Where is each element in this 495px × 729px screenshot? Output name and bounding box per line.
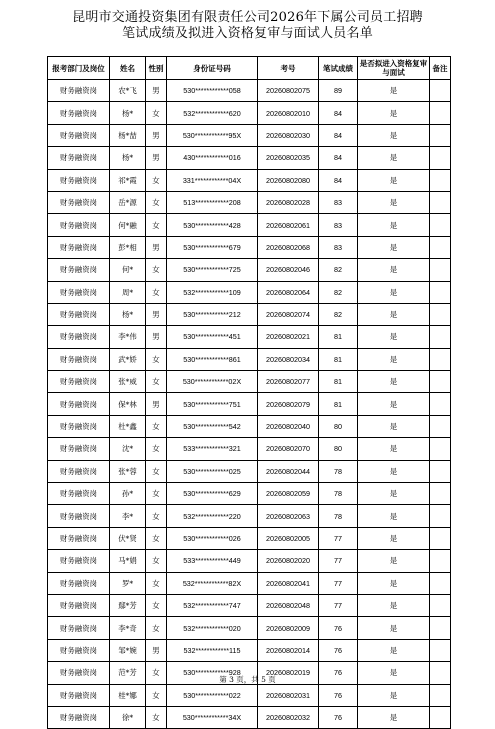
cell-exam-number: 20260802031	[258, 684, 319, 706]
table-row	[48, 102, 451, 124]
cell-gender: 女	[146, 550, 167, 572]
cell-department: 财务融资岗	[48, 460, 110, 482]
table-row	[48, 550, 451, 572]
cell-id-number: 530************026	[167, 527, 258, 549]
cell-department: 财务融资岗	[48, 102, 110, 124]
cell-score: 77	[319, 594, 358, 616]
cell-remarks	[430, 214, 451, 236]
cell-exam-number: 20260802064	[258, 281, 319, 303]
cell-qualified: 是	[358, 527, 430, 549]
cell-name: 范*芳	[110, 662, 146, 684]
cell-gender: 女	[146, 684, 167, 706]
cell-score: 82	[319, 259, 358, 281]
cell-remarks	[430, 80, 451, 102]
header-exam-number: 考号	[258, 57, 319, 80]
table-row	[48, 236, 451, 258]
cell-id-number: 532************020	[167, 617, 258, 639]
cell-score: 84	[319, 169, 358, 191]
cell-name: 岳*源	[110, 191, 146, 213]
cell-score: 84	[319, 102, 358, 124]
cell-score: 82	[319, 303, 358, 325]
cell-name: 邹*婉	[110, 639, 146, 661]
cell-qualified: 是	[358, 639, 430, 661]
cell-score: 77	[319, 572, 358, 594]
cell-exam-number: 20260802075	[258, 80, 319, 102]
header-department: 报考部门及岗位	[48, 57, 110, 80]
table-body	[48, 80, 451, 729]
cell-exam-number: 20260802028	[258, 191, 319, 213]
cell-score: 76	[319, 639, 358, 661]
cell-department: 财务融资岗	[48, 415, 110, 437]
cell-score: 83	[319, 214, 358, 236]
cell-qualified: 是	[358, 236, 430, 258]
cell-name: 罗*	[110, 572, 146, 594]
cell-id-number: 530************725	[167, 259, 258, 281]
header-remarks: 备注	[430, 57, 451, 80]
cell-gender: 男	[146, 147, 167, 169]
cell-remarks	[430, 438, 451, 460]
cell-gender: 男	[146, 326, 167, 348]
cell-remarks	[430, 639, 451, 661]
cell-gender: 女	[146, 191, 167, 213]
cell-qualified: 是	[358, 505, 430, 527]
cell-exam-number: 20260802046	[258, 259, 319, 281]
cell-remarks	[430, 527, 451, 549]
cell-id-number: 530************025	[167, 460, 258, 482]
cell-gender: 女	[146, 706, 167, 728]
cell-name: 保*林	[110, 393, 146, 415]
cell-gender: 男	[146, 236, 167, 258]
table-row	[48, 684, 451, 706]
cell-exam-number: 20260802059	[258, 483, 319, 505]
cell-id-number: 331************04X	[167, 169, 258, 191]
cell-qualified: 是	[358, 80, 430, 102]
cell-qualified: 是	[358, 706, 430, 728]
cell-qualified: 是	[358, 393, 430, 415]
cell-id-number: 530************02X	[167, 371, 258, 393]
cell-score: 81	[319, 326, 358, 348]
cell-score: 78	[319, 505, 358, 527]
cell-name: 周*	[110, 281, 146, 303]
cell-score: 82	[319, 281, 358, 303]
header-gender: 性别	[146, 57, 167, 80]
table-row	[48, 147, 451, 169]
cell-name: 张*威	[110, 371, 146, 393]
cell-remarks	[430, 303, 451, 325]
cell-name: 杨*	[110, 102, 146, 124]
cell-department: 财务融资岗	[48, 80, 110, 102]
table-row	[48, 259, 451, 281]
cell-score: 81	[319, 393, 358, 415]
cell-department: 财务融资岗	[48, 438, 110, 460]
cell-qualified: 是	[358, 415, 430, 437]
cell-score: 78	[319, 483, 358, 505]
cell-name: 农*飞	[110, 80, 146, 102]
cell-score: 83	[319, 236, 358, 258]
cell-name: 孙*	[110, 483, 146, 505]
cell-name: 李*	[110, 505, 146, 527]
cell-remarks	[430, 281, 451, 303]
table-row	[48, 214, 451, 236]
table-row	[48, 393, 451, 415]
cell-id-number: 532************115	[167, 639, 258, 661]
table-row	[48, 572, 451, 594]
header-score: 笔试成绩	[319, 57, 358, 80]
cell-gender: 女	[146, 371, 167, 393]
cell-exam-number: 20260802044	[258, 460, 319, 482]
table-row	[48, 191, 451, 213]
cell-gender: 女	[146, 572, 167, 594]
cell-id-number: 530************928	[167, 662, 258, 684]
cell-score: 89	[319, 80, 358, 102]
cell-gender: 女	[146, 281, 167, 303]
cell-gender: 女	[146, 594, 167, 616]
cell-department: 财务融资岗	[48, 281, 110, 303]
cell-name: 武*娇	[110, 348, 146, 370]
cell-department: 财务融资岗	[48, 572, 110, 594]
cell-id-number: 530************629	[167, 483, 258, 505]
cell-exam-number: 20260802019	[258, 662, 319, 684]
cell-exam-number: 20260802010	[258, 102, 319, 124]
cell-name: 徐*	[110, 706, 146, 728]
cell-department: 财务融资岗	[48, 214, 110, 236]
cell-name: 祁*霞	[110, 169, 146, 191]
cell-score: 84	[319, 124, 358, 146]
cell-exam-number: 20260802035	[258, 147, 319, 169]
cell-department: 财务融资岗	[48, 259, 110, 281]
cell-department: 财务融资岗	[48, 124, 110, 146]
cell-exam-number: 20260802014	[258, 639, 319, 661]
cell-department: 财务融资岗	[48, 706, 110, 728]
cell-remarks	[430, 594, 451, 616]
cell-id-number: 530************95X	[167, 124, 258, 146]
cell-gender: 男	[146, 80, 167, 102]
cell-id-number: 533************449	[167, 550, 258, 572]
cell-name: 杜*鑫	[110, 415, 146, 437]
cell-department: 财务融资岗	[48, 505, 110, 527]
cell-remarks	[430, 572, 451, 594]
cell-gender: 男	[146, 393, 167, 415]
header-qualified: 是否拟进入资格复审与面试	[358, 57, 430, 80]
cell-gender: 女	[146, 102, 167, 124]
cell-name: 伏*贤	[110, 527, 146, 549]
cell-department: 财务融资岗	[48, 371, 110, 393]
cell-score: 81	[319, 348, 358, 370]
cell-id-number: 530************428	[167, 214, 258, 236]
cell-exam-number: 20260802068	[258, 236, 319, 258]
cell-gender: 女	[146, 259, 167, 281]
cell-qualified: 是	[358, 326, 430, 348]
cell-score: 84	[319, 147, 358, 169]
cell-qualified: 是	[358, 684, 430, 706]
cell-qualified: 是	[358, 348, 430, 370]
cell-exam-number: 20260802021	[258, 326, 319, 348]
cell-id-number: 532************620	[167, 102, 258, 124]
cell-remarks	[430, 505, 451, 527]
cell-exam-number: 20260802005	[258, 527, 319, 549]
cell-remarks	[430, 236, 451, 258]
cell-qualified: 是	[358, 169, 430, 191]
table-row	[48, 371, 451, 393]
cell-exam-number: 20260802079	[258, 393, 319, 415]
cell-department: 财务融资岗	[48, 617, 110, 639]
table-row	[48, 527, 451, 549]
cell-name: 李*奇	[110, 617, 146, 639]
cell-name: 马*娟	[110, 550, 146, 572]
cell-department: 财务融资岗	[48, 236, 110, 258]
cell-qualified: 是	[358, 438, 430, 460]
cell-exam-number: 20260802009	[258, 617, 319, 639]
cell-exam-number: 20260802030	[258, 124, 319, 146]
cell-score: 83	[319, 191, 358, 213]
document-title-line1: 昆明市交通投资集团有限责任公司2026年下属公司员工招聘	[72, 10, 423, 25]
cell-qualified: 是	[358, 617, 430, 639]
cell-gender: 男	[146, 639, 167, 661]
cell-qualified: 是	[358, 572, 430, 594]
cell-gender: 女	[146, 169, 167, 191]
cell-department: 财务融资岗	[48, 169, 110, 191]
cell-department: 财务融资岗	[48, 483, 110, 505]
cell-gender: 女	[146, 348, 167, 370]
cell-score: 80	[319, 415, 358, 437]
cell-gender: 女	[146, 617, 167, 639]
cell-id-number: 530************751	[167, 393, 258, 415]
cell-gender: 男	[146, 124, 167, 146]
cell-name: 杨*	[110, 303, 146, 325]
cell-gender: 女	[146, 460, 167, 482]
cell-exam-number: 20260802040	[258, 415, 319, 437]
cell-qualified: 是	[358, 483, 430, 505]
cell-department: 财务融资岗	[48, 303, 110, 325]
cell-remarks	[430, 191, 451, 213]
table-row	[48, 281, 451, 303]
cell-score: 80	[319, 438, 358, 460]
table-row	[48, 617, 451, 639]
cell-exam-number: 20260802074	[258, 303, 319, 325]
cell-score: 76	[319, 617, 358, 639]
cell-id-number: 532************220	[167, 505, 258, 527]
cell-department: 财务融资岗	[48, 147, 110, 169]
cell-exam-number: 20260802041	[258, 572, 319, 594]
table-row	[48, 326, 451, 348]
cell-score: 77	[319, 550, 358, 572]
cell-id-number: 532************82X	[167, 572, 258, 594]
cell-department: 财务融资岗	[48, 348, 110, 370]
page-footer: 第 3 页，共 5 页	[219, 675, 276, 684]
cell-remarks	[430, 371, 451, 393]
cell-qualified: 是	[358, 281, 430, 303]
cell-id-number: 530************34X	[167, 706, 258, 728]
cell-gender: 女	[146, 214, 167, 236]
table-row	[48, 124, 451, 146]
cell-department: 财务融资岗	[48, 527, 110, 549]
cell-remarks	[430, 147, 451, 169]
cell-department: 财务融资岗	[48, 639, 110, 661]
cell-remarks	[430, 169, 451, 191]
table-row	[48, 438, 451, 460]
table-row	[48, 169, 451, 191]
cell-id-number: 533************321	[167, 438, 258, 460]
cell-gender: 女	[146, 438, 167, 460]
cell-exam-number: 20260802034	[258, 348, 319, 370]
header-id-number: 身份证号码	[167, 57, 258, 80]
cell-remarks	[430, 460, 451, 482]
cell-score: 81	[319, 371, 358, 393]
cell-department: 财务融资岗	[48, 326, 110, 348]
cell-qualified: 是	[358, 662, 430, 684]
cell-department: 财务融资岗	[48, 662, 110, 684]
cell-qualified: 是	[358, 214, 430, 236]
cell-name: 杨*	[110, 147, 146, 169]
cell-name: 何*	[110, 259, 146, 281]
cell-name: 杨*喆	[110, 124, 146, 146]
table-row	[48, 80, 451, 102]
cell-remarks	[430, 348, 451, 370]
cell-exam-number: 20260802061	[258, 214, 319, 236]
cell-qualified: 是	[358, 147, 430, 169]
cell-qualified: 是	[358, 594, 430, 616]
cell-remarks	[430, 684, 451, 706]
header-name: 姓名	[110, 57, 146, 80]
cell-remarks	[430, 617, 451, 639]
cell-remarks	[430, 124, 451, 146]
cell-qualified: 是	[358, 191, 430, 213]
cell-name: 沈*	[110, 438, 146, 460]
cell-gender: 女	[146, 527, 167, 549]
cell-qualified: 是	[358, 550, 430, 572]
cell-score: 78	[319, 460, 358, 482]
cell-qualified: 是	[358, 460, 430, 482]
cell-name: 张*蓉	[110, 460, 146, 482]
cell-qualified: 是	[358, 371, 430, 393]
cell-exam-number: 20260802020	[258, 550, 319, 572]
cell-name: 李*伟	[110, 326, 146, 348]
cell-gender: 女	[146, 505, 167, 527]
cell-department: 财务融资岗	[48, 594, 110, 616]
cell-score: 76	[319, 706, 358, 728]
cell-exam-number: 20260802032	[258, 706, 319, 728]
cell-remarks	[430, 483, 451, 505]
cell-score: 76	[319, 684, 358, 706]
cell-exam-number: 20260802063	[258, 505, 319, 527]
cell-id-number: 530************861	[167, 348, 258, 370]
cell-remarks	[430, 259, 451, 281]
cell-id-number: 530************679	[167, 236, 258, 258]
cell-remarks	[430, 706, 451, 728]
cell-department: 财务融资岗	[48, 684, 110, 706]
cell-exam-number: 20260802080	[258, 169, 319, 191]
cell-department: 财务融资岗	[48, 393, 110, 415]
cell-id-number: 530************022	[167, 684, 258, 706]
table-row	[48, 483, 451, 505]
table-row	[48, 460, 451, 482]
cell-qualified: 是	[358, 259, 430, 281]
cell-id-number: 532************109	[167, 281, 258, 303]
table-row	[48, 303, 451, 325]
cell-gender: 女	[146, 415, 167, 437]
cell-id-number: 530************212	[167, 303, 258, 325]
cell-qualified: 是	[358, 124, 430, 146]
cell-name: 何*融	[110, 214, 146, 236]
cell-score: 76	[319, 662, 358, 684]
cell-remarks	[430, 102, 451, 124]
cell-name: 鄢*芳	[110, 594, 146, 616]
cell-name: 彭*相	[110, 236, 146, 258]
cell-score: 77	[319, 527, 358, 549]
cell-department: 财务融资岗	[48, 550, 110, 572]
cell-qualified: 是	[358, 102, 430, 124]
cell-department: 财务融资岗	[48, 191, 110, 213]
cell-exam-number: 20260802077	[258, 371, 319, 393]
cell-id-number: 530************451	[167, 326, 258, 348]
cell-exam-number: 20260802070	[258, 438, 319, 460]
cell-remarks	[430, 393, 451, 415]
cell-id-number: 530************542	[167, 415, 258, 437]
cell-remarks	[430, 326, 451, 348]
table-row	[48, 348, 451, 370]
cell-id-number: 430************016	[167, 147, 258, 169]
cell-id-number: 532************747	[167, 594, 258, 616]
cell-qualified: 是	[358, 303, 430, 325]
table-row	[48, 594, 451, 616]
table-row	[48, 706, 451, 728]
cell-remarks	[430, 415, 451, 437]
table-row	[48, 505, 451, 527]
cell-id-number: 513************208	[167, 191, 258, 213]
cell-exam-number: 20260802048	[258, 594, 319, 616]
table-header-row	[48, 57, 451, 80]
document-title-line2: 笔试成绩及拟进入资格复审与面试人员名单	[122, 26, 373, 41]
cell-id-number: 530************058	[167, 80, 258, 102]
results-table	[47, 56, 451, 729]
table-row	[48, 415, 451, 437]
cell-gender: 男	[146, 303, 167, 325]
table-row	[48, 639, 451, 661]
cell-gender: 女	[146, 662, 167, 684]
cell-gender: 女	[146, 483, 167, 505]
cell-name: 桂*娜	[110, 684, 146, 706]
cell-remarks	[430, 550, 451, 572]
